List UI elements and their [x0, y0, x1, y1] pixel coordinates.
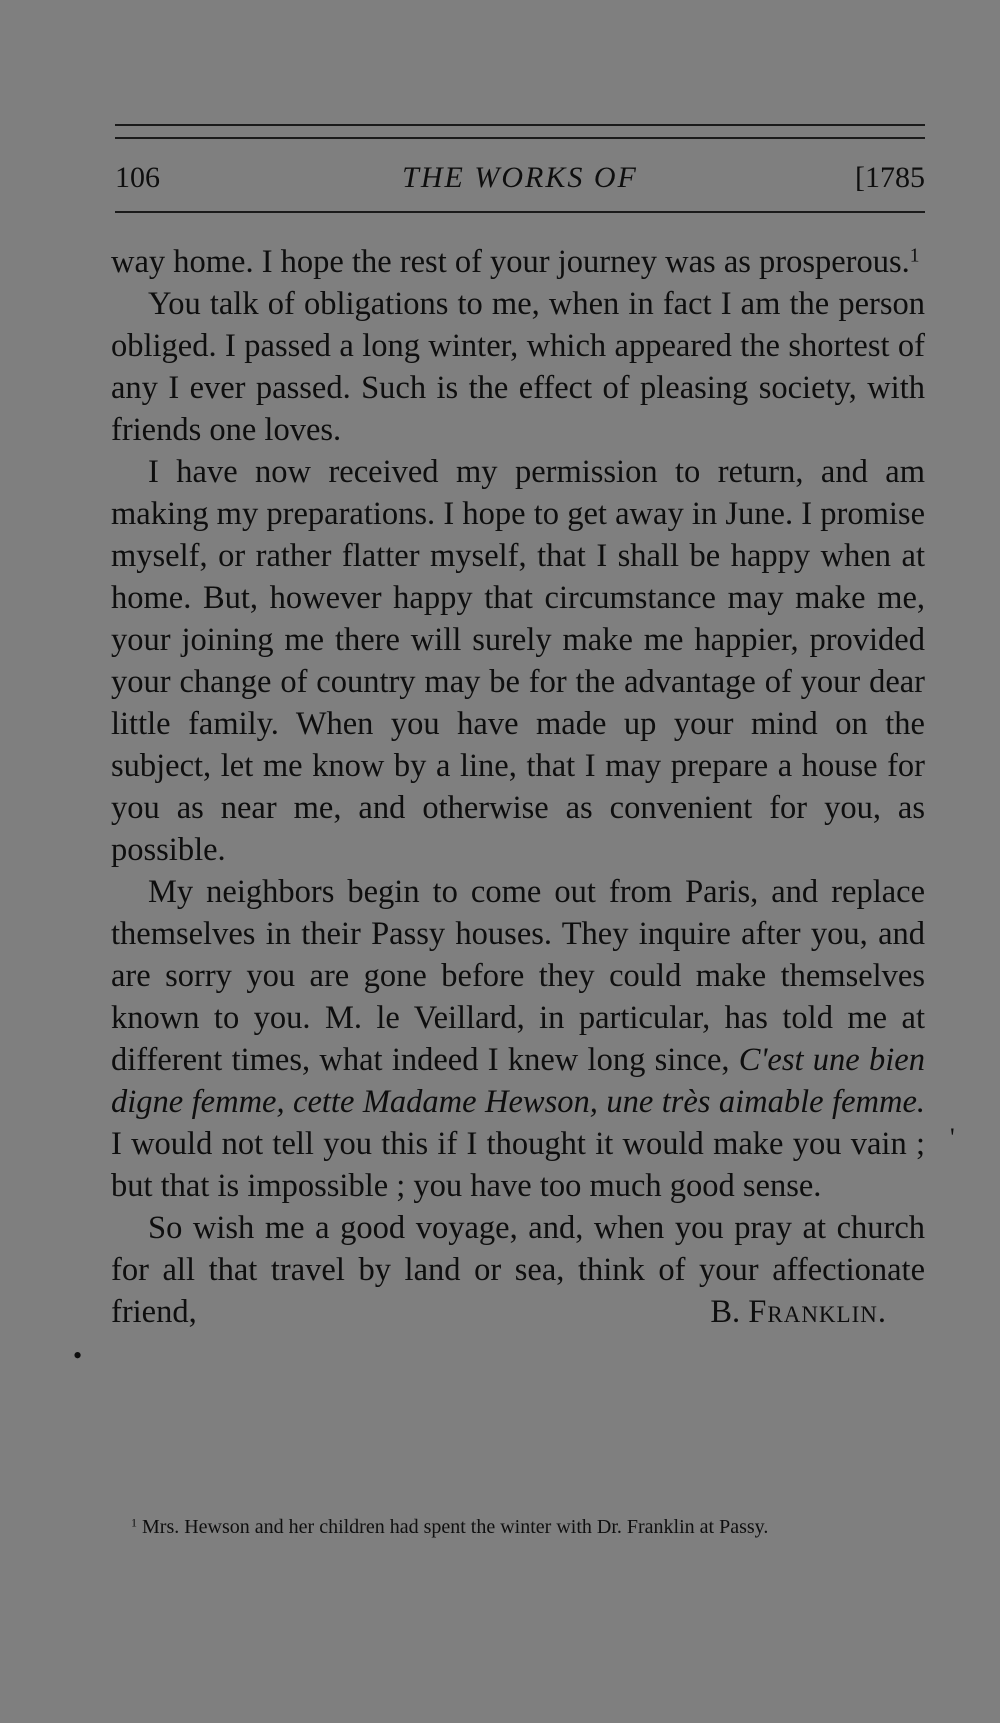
paragraph: My neighbors begin to come out from Paris, and replace themselves in their Passy houses. They inquire after you, and are sorry you are gone before they could make themselves known to you. M. le Veillard, in particular, has told me at different times, what indeed I knew long since, C'est une bien digne femme, cette Madame Hewson, une très aimable femme. I would not tell you this if I thought it would make you vain ; but that is impossible ; you have too much good sense. [111, 874, 925, 1204]
running-title: THE WORKS OF [402, 161, 638, 194]
closing-paragraph: So wish me a good voyage, and, when you pray at church for all that travel by land or sea, think of your affectionate friend, B. Franklin. [111, 1207, 925, 1333]
footnote-marker: 1 [131, 1515, 137, 1530]
footnote-ref: 1 [909, 245, 920, 267]
top-rule [115, 124, 925, 126]
paragraph: way home. I hope the rest of your journey was as prosperous.$^1$ [111, 244, 920, 280]
signature: B. Franklin. [710, 1294, 887, 1330]
letter-body [111, 241, 925, 1333]
paragraph: You talk of obligations to me, when in fact I am the person obliged. I passed a long winter, which appeared the shortest of any I ever passed. Such is the effect of pleasing society, with friends one loves. [111, 286, 925, 448]
page-header [115, 158, 925, 198]
margin-mark-left: • [73, 1341, 83, 1370]
top-rule-inner [115, 137, 925, 139]
page-number: 106 [115, 161, 160, 194]
paragraph: I have now received my permission to return, and am making my preparations. I hope to get away in June. I promise myself, or rather flatter myself, that I shall be happy when at home. But, however happy that circumstance may make me, your joining me there will surely make me happier, provided your change of country may be for the advantage of your dear little family. When you have made up your mind on the subject, let me know by a line, that I may prepare a house for you as near me, and otherwise as convenient for you, as possible. [111, 454, 925, 868]
header-year: [1785 [855, 161, 925, 194]
french-quote: C'est une bien digne femme, cette Madame Hewson, une très aimable femme. [111, 1042, 925, 1120]
header-rule [115, 211, 925, 213]
margin-mark-right: ' [950, 1123, 955, 1152]
footnote: $^1$ Mrs. Hewson and her children had spent the winter with Dr. Franklin at Passy. [131, 1515, 769, 1538]
